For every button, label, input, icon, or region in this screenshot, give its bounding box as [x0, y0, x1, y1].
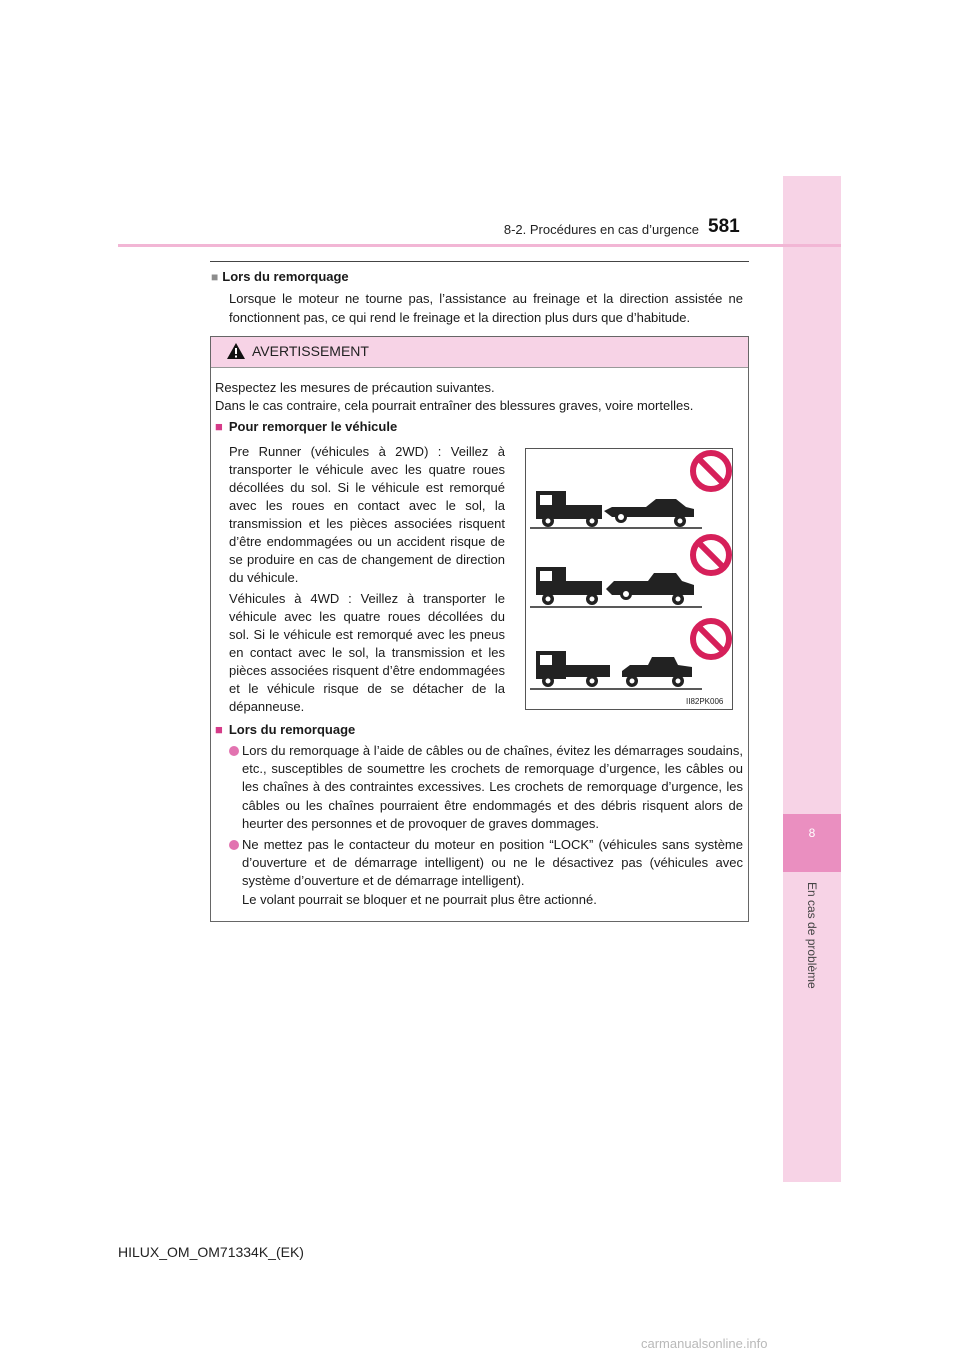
warning-title: AVERTISSEMENT — [252, 343, 369, 359]
round-bullet-icon — [229, 840, 239, 850]
square-bullet-icon: ■ — [211, 270, 219, 284]
towing-heading: ■ Lors du remorquage — [215, 722, 356, 737]
bullet-item-lock: Ne mettez pas le contacteur du moteur en position “LOCK” (véhicules sans système d’ouverture et de démarrage intelligent) ou ne le désactivez pas (véhicules avec système d’ouverture et de démarrage intelligent). Le volant pourrait se bloquer et ne pourrait plus être actionné. — [229, 836, 743, 909]
header-divider — [118, 244, 841, 247]
content-top-rule — [210, 261, 749, 262]
towing-illustration — [525, 448, 733, 710]
square-bullet-icon: ■ — [215, 419, 223, 434]
chapter-side-tab — [783, 176, 841, 1182]
chapter-number-block — [783, 814, 841, 872]
towing-vehicle-heading: ■ Pour remorquer le véhicule — [215, 419, 398, 434]
warning-intro-line-2: Dans le cas contraire, cela pourrait entraîner des blessures graves, voire mortelles. — [215, 398, 694, 413]
square-bullet-icon: ■ — [215, 722, 223, 737]
round-bullet-icon — [229, 746, 239, 756]
towing-prohibited-diagrams — [526, 449, 732, 709]
watermark: carmanualsonline.info — [641, 1336, 768, 1351]
chapter-number: 8 — [808, 826, 816, 840]
section-title: 8-2. Procédures en cas d’urgence — [503, 222, 699, 237]
prerunner-2wd-paragraph: Pre Runner (véhicules à 2WD) : Veillez à transporter le véhicule avec les quatre roues décollées du sol. Si le véhicule est remorqué avec les roues en contact avec le sol, la transmission et les pièces associées risquent d’être endommagées ou un accident risque de se produire en cas de changement de direction du véhicule. — [229, 444, 505, 585]
tow-scenario-3 — [530, 621, 729, 689]
page-number: 581 — [708, 216, 740, 237]
figure-code: II82PK006 — [686, 697, 724, 706]
document-code: HILUX_OM_OM71334K_(EK) — [118, 1244, 304, 1260]
chapter-title: En cas de problème — [805, 882, 819, 989]
tow-scenario-2 — [530, 537, 729, 607]
tow-scenario-1 — [530, 453, 729, 528]
intro-paragraph: Lorsque le moteur ne tourne pas, l’assistance au freinage et la direction assistée ne fonctionnent pas, ce qui rend le freinage et la direction plus durs que d’habitude. — [229, 291, 743, 325]
4wd-paragraph: Véhicules à 4WD : Veillez à transporter le véhicule avec les quatre roues décollées du sol. Si le véhicule est remorqué avec les pneus en contact avec le sol, la transmission et les pièces associées risquent d’être endommagées et le véhicule risque de se détacher de la dépanneuse. — [229, 591, 505, 714]
intro-heading: ■ Lors du remorquage — [211, 269, 349, 284]
warning-intro-line-1: Respectez les mesures de précaution suivantes. — [215, 380, 495, 395]
bullet-item-cables: Lors du remorquage à l’aide de câbles ou de chaînes, évitez les démarrages soudains, etc., susceptibles de soumettre les crochets de remorquage d’urgence, les câbles ou les chaînes à des contraintes excessives. Les crochets de remorquage d’urgence, les câbles ou les chaînes pourraient être endommagés et des débris risquent alors de heurter des personnes et de provoquer de graves dommages. — [229, 742, 743, 833]
warning-triangle-icon — [226, 342, 246, 360]
